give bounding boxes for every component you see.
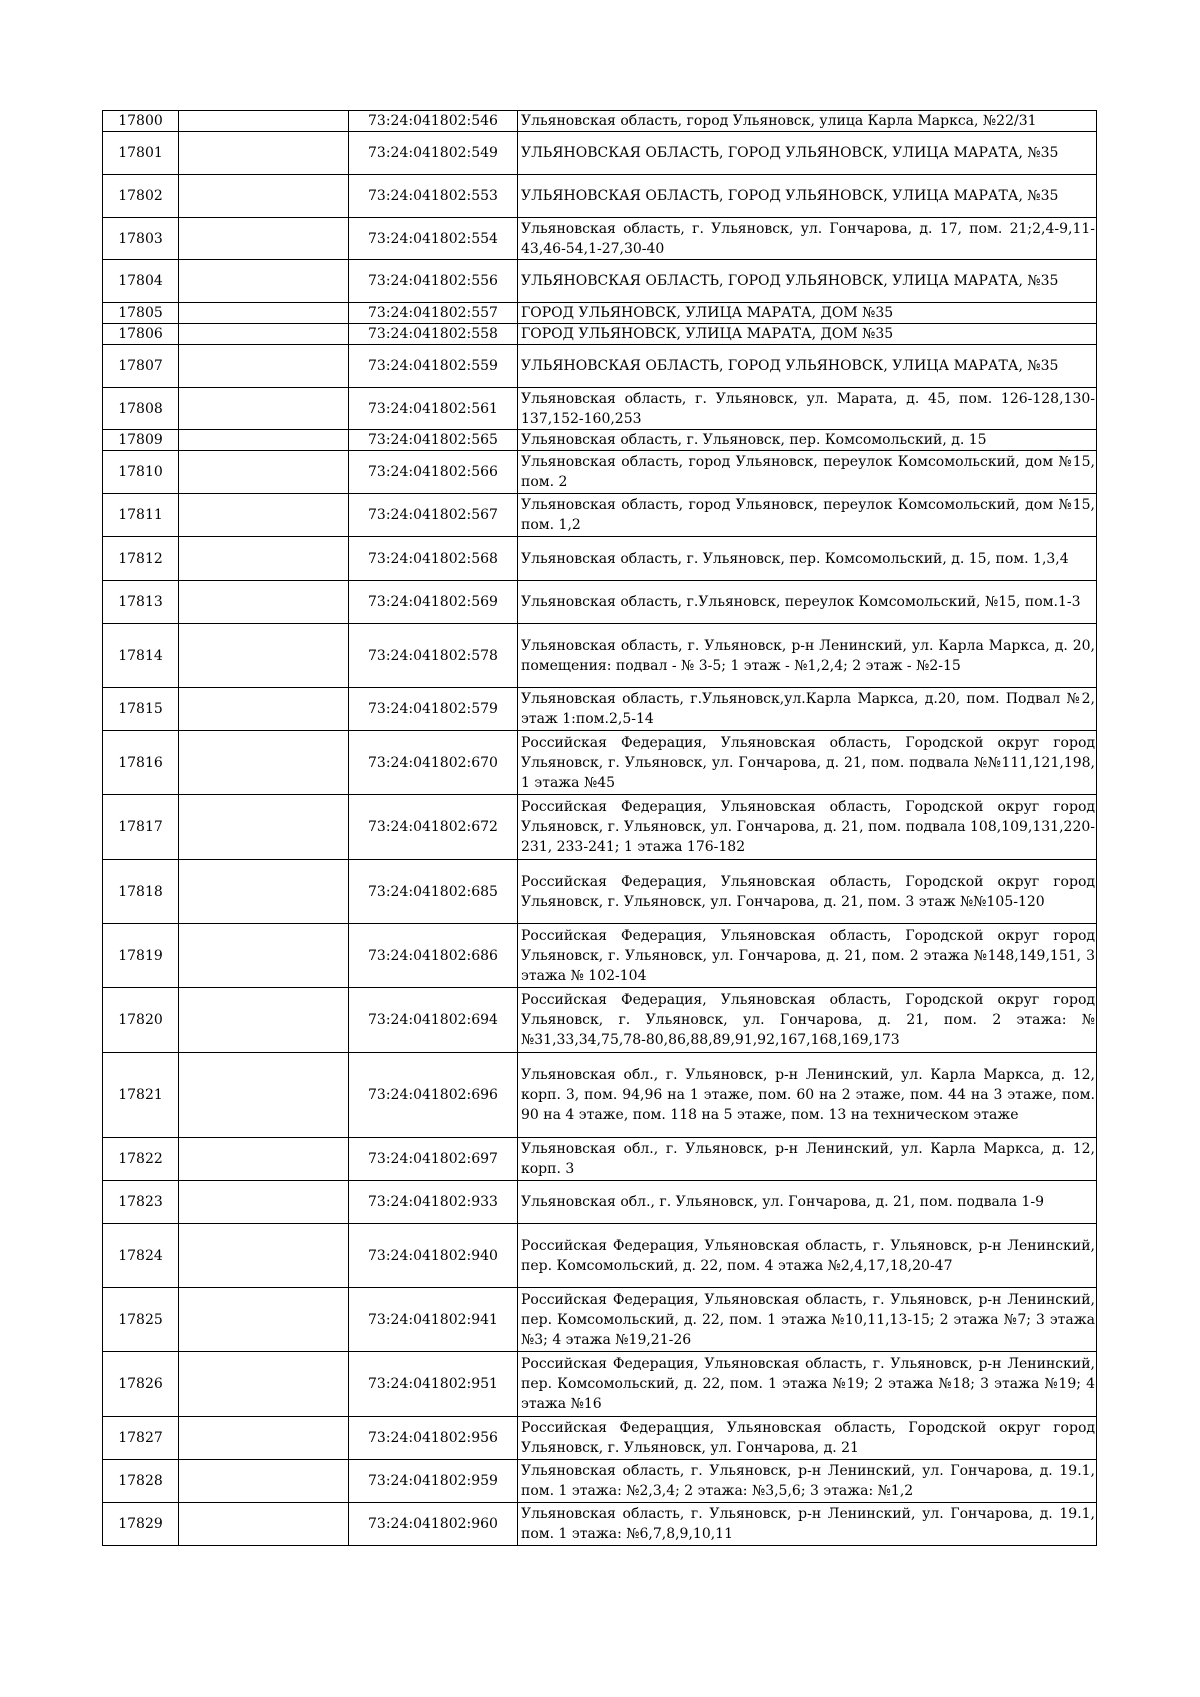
cadastral-number-cell: 73:24:041802:685: [349, 860, 518, 924]
address-cell: Ульяновская обл., г. Ульяновск, ул. Гончарова, д. 21, пом. подвала 1-9: [518, 1181, 1097, 1224]
table-row: [103, 1352, 1097, 1417]
address-cell: Ульяновская область, г. Ульяновск, пер. Комсомольский, д. 15, пом. 1,3,4: [518, 537, 1097, 581]
table-row: [103, 175, 1097, 218]
row-number-cell: 17808: [103, 388, 179, 430]
table-row: [103, 1460, 1097, 1503]
table-row: [103, 1224, 1097, 1288]
address-cell: Российская Федерация, Ульяновская область, Городской округ город Ульяновск, г. Ульяновск, ул. Гончарова, д. 21, пом. 2 этажа: №№31,33,34,75,78-80,86,88,89,91,92,167,168,169,173: [518, 988, 1097, 1053]
empty-cell: [179, 451, 349, 494]
address-cell: УЛЬЯНОВСКАЯ ОБЛАСТЬ, ГОРОД УЛЬЯНОВСК, УЛИЦА МАРАТА, №35: [518, 260, 1097, 303]
table-row: [103, 860, 1097, 924]
address-cell: Российская Федерация, Ульяновская область, г. Ульяновск, р-н Ленинский, пер. Комсомольский, д. 22, пом. 1 этажа №19; 2 этажа №18; 3 этажа №19; 4 этажа №16: [518, 1352, 1097, 1417]
empty-cell: [179, 924, 349, 988]
empty-cell: [179, 260, 349, 303]
empty-cell: [179, 795, 349, 860]
address-cell: Ульяновская область, город Ульяновск, переулок Комсомольский, дом №15, пом. 1,2: [518, 494, 1097, 537]
table-row: [103, 1417, 1097, 1460]
row-number-cell: 17809: [103, 430, 179, 451]
table-row: [103, 731, 1097, 795]
address-cell: Ульяновская область, г. Ульяновск, р-н Ленинский, ул. Гончарова, д. 19.1, пом. 1 этажа: №2,3,4; 2 этажа: №3,5,6; 3 этажа: №1,2: [518, 1460, 1097, 1503]
cadastral-number-cell: 73:24:041802:697: [349, 1138, 518, 1181]
empty-cell: [179, 1288, 349, 1352]
table-row: [103, 324, 1097, 345]
empty-cell: [179, 1053, 349, 1138]
table-row: [103, 132, 1097, 175]
row-number-cell: 17801: [103, 132, 179, 175]
table-row: [103, 1288, 1097, 1352]
row-number-cell: 17819: [103, 924, 179, 988]
address-cell: УЛЬЯНОВСКАЯ ОБЛАСТЬ, ГОРОД УЛЬЯНОВСК, УЛИЦА МАРАТА, №35: [518, 345, 1097, 388]
empty-cell: [179, 731, 349, 795]
address-cell: Российская Федерация, Ульяновская область, Городской округ город Ульяновск, г. Ульяновск, ул. Гончарова, д. 21, пом. 2 этажа №148,149,151, 3 этажа № 102-104: [518, 924, 1097, 988]
table-row: [103, 451, 1097, 494]
empty-cell: [179, 175, 349, 218]
row-number-cell: 17817: [103, 795, 179, 860]
row-number-cell: 17806: [103, 324, 179, 345]
table-row: [103, 345, 1097, 388]
table-row: [103, 303, 1097, 324]
cadastral-number-cell: 73:24:041802:951: [349, 1352, 518, 1417]
address-cell: Ульяновская область, г. Ульяновск, р-н Ленинский, ул. Гончарова, д. 19.1, пом. 1 этажа: №6,7,8,9,10,11: [518, 1503, 1097, 1546]
table-row: [103, 430, 1097, 451]
row-number-cell: 17818: [103, 860, 179, 924]
cadastral-number-cell: 73:24:041802:672: [349, 795, 518, 860]
table-row: [103, 1138, 1097, 1181]
row-number-cell: 17812: [103, 537, 179, 581]
row-number-cell: 17824: [103, 1224, 179, 1288]
cadastral-number-cell: 73:24:041802:578: [349, 624, 518, 688]
address-cell: Ульяновская обл., г. Ульяновск, р-н Ленинский, ул. Карла Маркса, д. 12, корп. 3, пом. 94,96 на 1 этаже, пом. 60 на 2 этаже, пом. 44 на 3 этаже, пом. 90 на 4 этаже, пом. 118 на 5 этаже, пом. 13 на техническом этаже: [518, 1053, 1097, 1138]
row-number-cell: 17815: [103, 688, 179, 731]
address-cell: ГОРОД УЛЬЯНОВСК, УЛИЦА МАРАТА, ДОМ №35: [518, 303, 1097, 324]
address-cell: Российская Федерация, Ульяновская область, Городской округ город Ульяновск, г. Ульяновск, ул. Гончарова, д. 21, пом. 3 этаж №№105-120: [518, 860, 1097, 924]
address-cell: Российская Федерация, Ульяновская область, Городской округ город Ульяновск, г. Ульяновск, ул. Гончарова, д. 21, пом. подвала №№111,121,198, 1 этажа №45: [518, 731, 1097, 795]
address-cell: Ульяновская область, г. Ульяновск, ул. Марата, д. 45, пом. 126-128,130-137,152-160,253: [518, 388, 1097, 430]
cadastral-number-cell: 73:24:041802:960: [349, 1503, 518, 1546]
cadastral-number-cell: 73:24:041802:567: [349, 494, 518, 537]
cadastral-number-cell: 73:24:041802:556: [349, 260, 518, 303]
empty-cell: [179, 1503, 349, 1546]
address-cell: Ульяновская область, г. Ульяновск, р-н Ленинский, ул. Карла Маркса, д. 20, помещения: подвал - № 3-5; 1 этаж - №1,2,4; 2 этаж - №2-15: [518, 624, 1097, 688]
address-cell: Российская Федерация, Ульяновская область, Городской округ город Ульяновск, г. Ульяновск, ул. Гончарова, д. 21, пом. подвала 108,109,131,220-231, 233-241; 1 этажа 176-182: [518, 795, 1097, 860]
cadastral-number-cell: 73:24:041802:933: [349, 1181, 518, 1224]
row-number-cell: 17803: [103, 218, 179, 260]
table-row: [103, 1181, 1097, 1224]
address-cell: Ульяновская область, г. Ульяновск, ул. Гончарова, д. 17, пом. 21;2,4-9,11-43,46-54,1-27,30-40: [518, 218, 1097, 260]
address-cell: Российская Федерация, Ульяновская область, г. Ульяновск, р-н Ленинский, пер. Комсомольский, д. 22, пом. 4 этажа №2,4,17,18,20-47: [518, 1224, 1097, 1288]
cadastral-number-cell: 73:24:041802:941: [349, 1288, 518, 1352]
table-row: [103, 494, 1097, 537]
row-number-cell: 17805: [103, 303, 179, 324]
table-row: [103, 688, 1097, 731]
table-row: [103, 537, 1097, 581]
empty-cell: [179, 860, 349, 924]
row-number-cell: 17820: [103, 988, 179, 1053]
address-cell: УЛЬЯНОВСКАЯ ОБЛАСТЬ, ГОРОД УЛЬЯНОВСК, УЛИЦА МАРАТА, №35: [518, 175, 1097, 218]
table-row: [103, 624, 1097, 688]
cadastral-number-cell: 73:24:041802:670: [349, 731, 518, 795]
table-row: [103, 218, 1097, 260]
cadastral-number-cell: 73:24:041802:696: [349, 1053, 518, 1138]
address-cell: УЛЬЯНОВСКАЯ ОБЛАСТЬ, ГОРОД УЛЬЯНОВСК, УЛИЦА МАРАТА, №35: [518, 132, 1097, 175]
empty-cell: [179, 218, 349, 260]
row-number-cell: 17828: [103, 1460, 179, 1503]
row-number-cell: 17821: [103, 1053, 179, 1138]
empty-cell: [179, 688, 349, 731]
address-cell: Ульяновская область, г.Ульяновск,ул.Карла Маркса, д.20, пом. Подвал №2, этаж 1:пом.2,5-14: [518, 688, 1097, 731]
address-cell: Российская Федерация, Ульяновская область, г. Ульяновск, р-н Ленинский, пер. Комсомольский, д. 22, пом. 1 этажа №10,11,13-15; 2 этажа №7; 3 этажа №3; 4 этажа №19,21-26: [518, 1288, 1097, 1352]
cadastral-number-cell: 73:24:041802:565: [349, 430, 518, 451]
cadastral-number-cell: 73:24:041802:956: [349, 1417, 518, 1460]
cadastral-number-cell: 73:24:041802:959: [349, 1460, 518, 1503]
cadastral-number-cell: 73:24:041802:554: [349, 218, 518, 260]
address-cell: Ульяновская область, г. Ульяновск, пер. Комсомольский, д. 15: [518, 430, 1097, 451]
row-number-cell: 17823: [103, 1181, 179, 1224]
empty-cell: [179, 1138, 349, 1181]
empty-cell: [179, 111, 349, 132]
empty-cell: [179, 1352, 349, 1417]
cadastral-number-cell: 73:24:041802:559: [349, 345, 518, 388]
empty-cell: [179, 624, 349, 688]
empty-cell: [179, 1460, 349, 1503]
table-row: [103, 111, 1097, 132]
address-cell: ГОРОД УЛЬЯНОВСК, УЛИЦА МАРАТА, ДОМ №35: [518, 324, 1097, 345]
row-number-cell: 17822: [103, 1138, 179, 1181]
empty-cell: [179, 1181, 349, 1224]
empty-cell: [179, 345, 349, 388]
row-number-cell: 17827: [103, 1417, 179, 1460]
empty-cell: [179, 324, 349, 345]
registry-rows: [103, 111, 1097, 1546]
cadastral-number-cell: 73:24:041802:568: [349, 537, 518, 581]
cadastral-number-cell: 73:24:041802:549: [349, 132, 518, 175]
empty-cell: [179, 494, 349, 537]
table-row: [103, 260, 1097, 303]
table-row: [103, 988, 1097, 1053]
address-cell: Ульяновская обл., г. Ульяновск, р-н Ленинский, ул. Карла Маркса, д. 12, корп. 3: [518, 1138, 1097, 1181]
table-row: [103, 388, 1097, 430]
empty-cell: [179, 1224, 349, 1288]
row-number-cell: 17826: [103, 1352, 179, 1417]
cadastral-number-cell: 73:24:041802:940: [349, 1224, 518, 1288]
table-row: [103, 795, 1097, 860]
row-number-cell: 17816: [103, 731, 179, 795]
address-cell: Ульяновская область, город Ульяновск, улица Карла Маркса, №22/31: [518, 111, 1097, 132]
cadastral-number-cell: 73:24:041802:561: [349, 388, 518, 430]
empty-cell: [179, 303, 349, 324]
cadastral-number-cell: 73:24:041802:686: [349, 924, 518, 988]
address-cell: Российская Федерацция, Ульяновская область, Городской округ город Ульяновск, г. Ульяновск, ул. Гончарова, д. 21: [518, 1417, 1097, 1460]
empty-cell: [179, 132, 349, 175]
cadastral-number-cell: 73:24:041802:566: [349, 451, 518, 494]
cadastral-number-cell: 73:24:041802:694: [349, 988, 518, 1053]
row-number-cell: 17802: [103, 175, 179, 218]
row-number-cell: 17814: [103, 624, 179, 688]
cadastral-number-cell: 73:24:041802:557: [349, 303, 518, 324]
table-row: [103, 581, 1097, 624]
row-number-cell: 17804: [103, 260, 179, 303]
registry-table: [102, 110, 1097, 1546]
table-row: [103, 924, 1097, 988]
empty-cell: [179, 537, 349, 581]
cadastral-number-cell: 73:24:041802:579: [349, 688, 518, 731]
table-row: [103, 1503, 1097, 1546]
empty-cell: [179, 988, 349, 1053]
empty-cell: [179, 430, 349, 451]
row-number-cell: 17800: [103, 111, 179, 132]
empty-cell: [179, 388, 349, 430]
cadastral-number-cell: 73:24:041802:553: [349, 175, 518, 218]
table-row: [103, 1053, 1097, 1138]
row-number-cell: 17813: [103, 581, 179, 624]
cadastral-number-cell: 73:24:041802:546: [349, 111, 518, 132]
cadastral-number-cell: 73:24:041802:569: [349, 581, 518, 624]
row-number-cell: 17810: [103, 451, 179, 494]
address-cell: Ульяновская область, город Ульяновск, переулок Комсомольский, дом №15, пом. 2: [518, 451, 1097, 494]
row-number-cell: 17807: [103, 345, 179, 388]
row-number-cell: 17825: [103, 1288, 179, 1352]
address-cell: Ульяновская область, г.Ульяновск, переулок Комсомольский, №15, пом.1-3: [518, 581, 1097, 624]
row-number-cell: 17829: [103, 1503, 179, 1546]
empty-cell: [179, 581, 349, 624]
cadastral-number-cell: 73:24:041802:558: [349, 324, 518, 345]
empty-cell: [179, 1417, 349, 1460]
row-number-cell: 17811: [103, 494, 179, 537]
